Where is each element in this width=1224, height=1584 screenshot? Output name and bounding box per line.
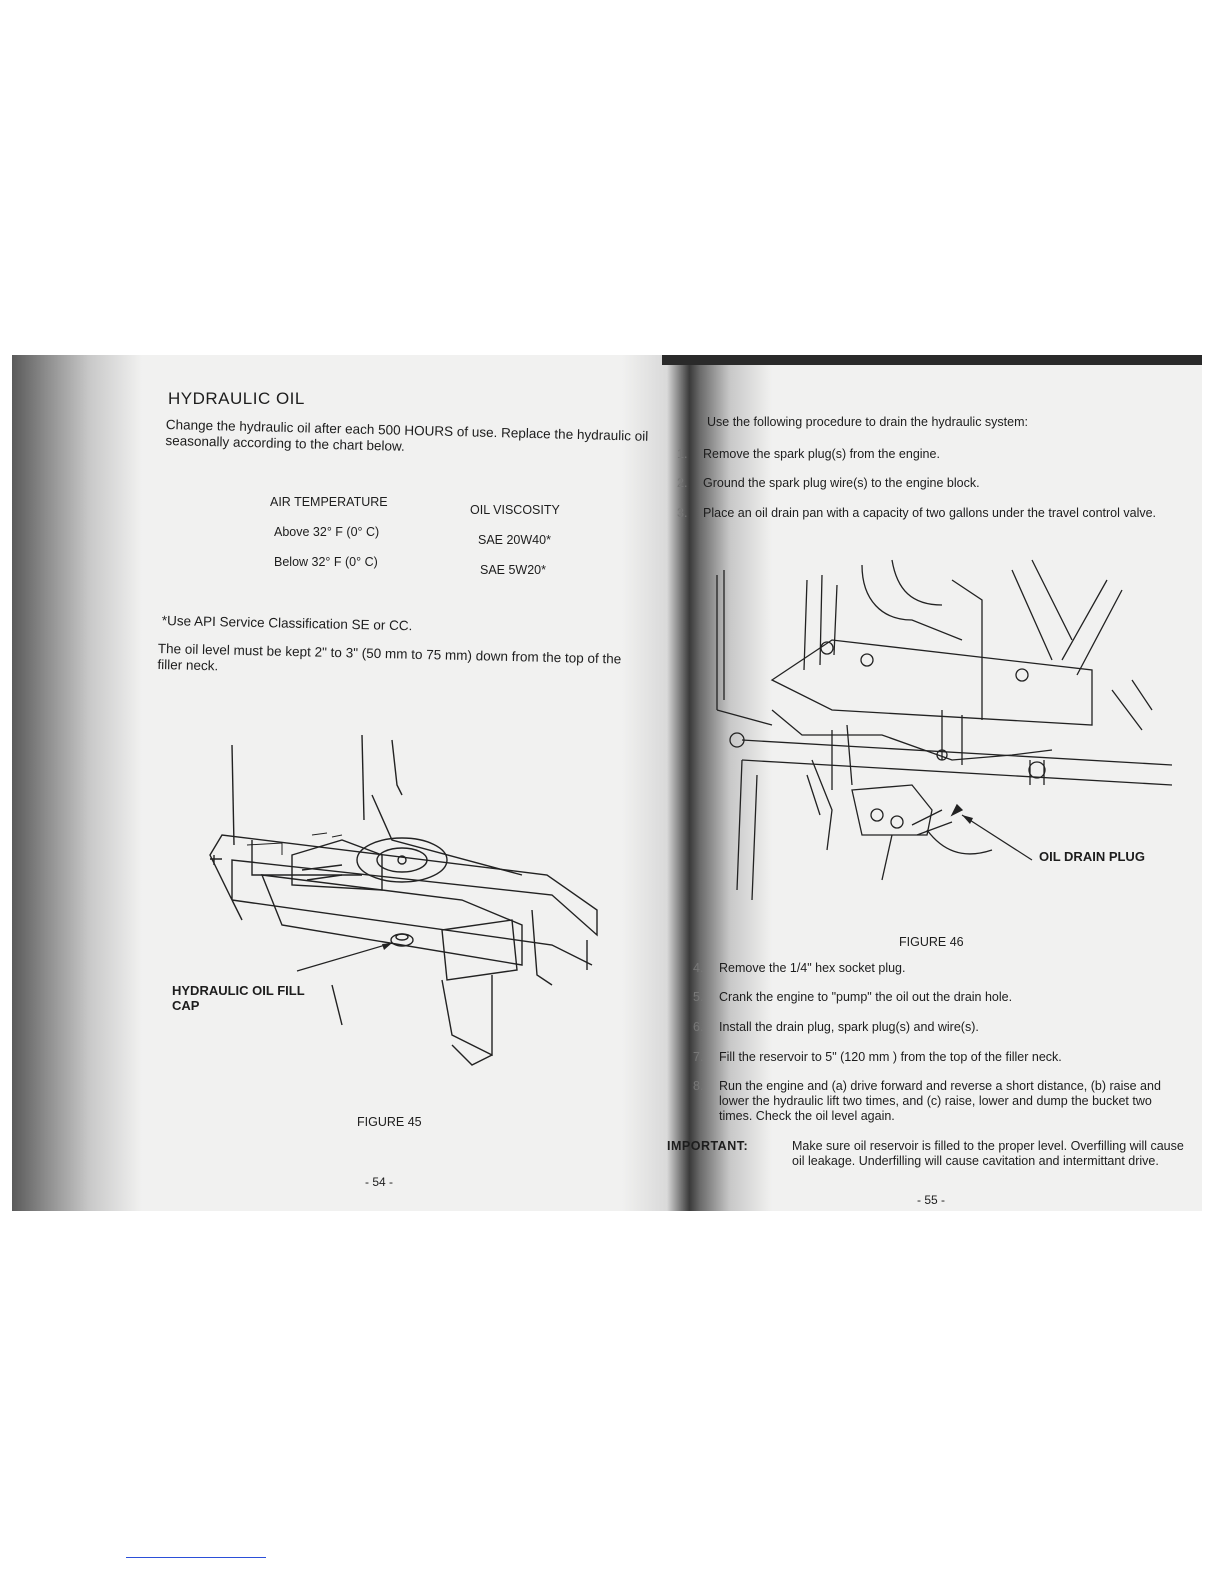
figure-46-illustration bbox=[712, 560, 1172, 920]
figure-46-caption: FIGURE 46 bbox=[899, 935, 964, 949]
step-2 bbox=[677, 476, 1177, 491]
step-6-number: 6. bbox=[693, 1020, 704, 1034]
step-8-number: 8. bbox=[693, 1079, 704, 1093]
step-7-number: 7. bbox=[693, 1050, 704, 1064]
drain-procedure-intro: Use the following procedure to drain the hydraulic system: bbox=[707, 415, 1028, 429]
step-6-text: Install the drain plug, spark plug(s) and wire(s). bbox=[719, 1020, 979, 1034]
page-55 bbox=[667, 355, 1202, 1211]
callout-hydraulic-oil-fill-cap: HYDRAULIC OIL FILL CAP bbox=[172, 983, 305, 1013]
step-5-number: 5. bbox=[693, 990, 704, 1004]
figure-45-illustration bbox=[192, 725, 612, 1085]
page-number-54: - 54 - bbox=[365, 1175, 394, 1189]
page-title: HYDRAULIC OIL bbox=[168, 389, 305, 408]
step-7 bbox=[693, 1050, 1183, 1065]
step-6 bbox=[693, 1020, 1183, 1035]
step-4-number: 4. bbox=[693, 961, 704, 975]
bottom-underline bbox=[126, 1557, 266, 1558]
chart-row-above-viscosity: SAE 20W40* bbox=[478, 533, 551, 547]
step-3-number: 3. bbox=[677, 506, 688, 520]
step-1-text: Remove the spark plug(s) from the engine. bbox=[703, 447, 940, 461]
step-8-text: Run the engine and (a) drive forward and reverse a short distance, (b) raise and lower the hydraulic lift two times, and (c) raise, lower and dump the bucket two times. Check the oil level again. bbox=[719, 1079, 1161, 1123]
oil-change-paragraph: Change the hydraulic oil after each 500 HOURS of use. Replace the hydraulic oil seasonally according to the chart below. bbox=[165, 417, 649, 454]
chart-row-below-temp: Below 32° F (0° C) bbox=[274, 555, 378, 569]
step-5 bbox=[693, 990, 1183, 1005]
step-1-number: 1. bbox=[677, 447, 688, 461]
step-2-text: Ground the spark plug wire(s) to the engine block. bbox=[703, 476, 980, 490]
page-number-55: - 55 - bbox=[917, 1193, 946, 1207]
api-note: *Use API Service Classification SE or CC. bbox=[161, 613, 413, 634]
chart-header-oil-viscosity: OIL VISCOSITY bbox=[470, 503, 560, 517]
step-4 bbox=[693, 961, 1183, 976]
callout-oil-drain-plug: OIL DRAIN PLUG bbox=[1039, 849, 1145, 864]
page-54 bbox=[152, 355, 652, 1211]
step-7-text: Fill the reservoir to 5" (120 mm ) from the top of the filler neck. bbox=[719, 1050, 1062, 1064]
book-spread bbox=[12, 355, 1202, 1211]
left-binding-shadow bbox=[12, 355, 142, 1211]
step-8 bbox=[693, 1079, 1183, 1124]
step-3-text: Place an oil drain pan with a capacity of two gallons under the travel control valve. bbox=[703, 506, 1157, 520]
figure-45-caption: FIGURE 45 bbox=[357, 1115, 422, 1129]
chart-header-air-temperature: AIR TEMPERATURE bbox=[270, 495, 388, 509]
step-1 bbox=[677, 447, 1177, 462]
step-3 bbox=[677, 506, 1177, 521]
step-4-text: Remove the 1/4" hex socket plug. bbox=[719, 961, 906, 975]
oil-level-paragraph: The oil level must be kept 2" to 3" (50 mm to 75 mm) down from the top of the filler neck. bbox=[157, 641, 622, 674]
important-note bbox=[667, 1139, 1197, 1169]
step-2-number: 2. bbox=[677, 476, 688, 490]
chart-row-above-temp: Above 32° F (0° C) bbox=[274, 525, 380, 539]
important-text: Make sure oil reservoir is filled to the proper level. Overfilling will cause oil leakage. Underfilling will cause cavitation and intermittant drive. bbox=[792, 1139, 1184, 1168]
important-label: IMPORTANT: bbox=[667, 1139, 749, 1153]
chart-row-below-viscosity: SAE 5W20* bbox=[480, 563, 547, 577]
step-5-text: Crank the engine to "pump" the oil out the drain hole. bbox=[719, 990, 1013, 1004]
